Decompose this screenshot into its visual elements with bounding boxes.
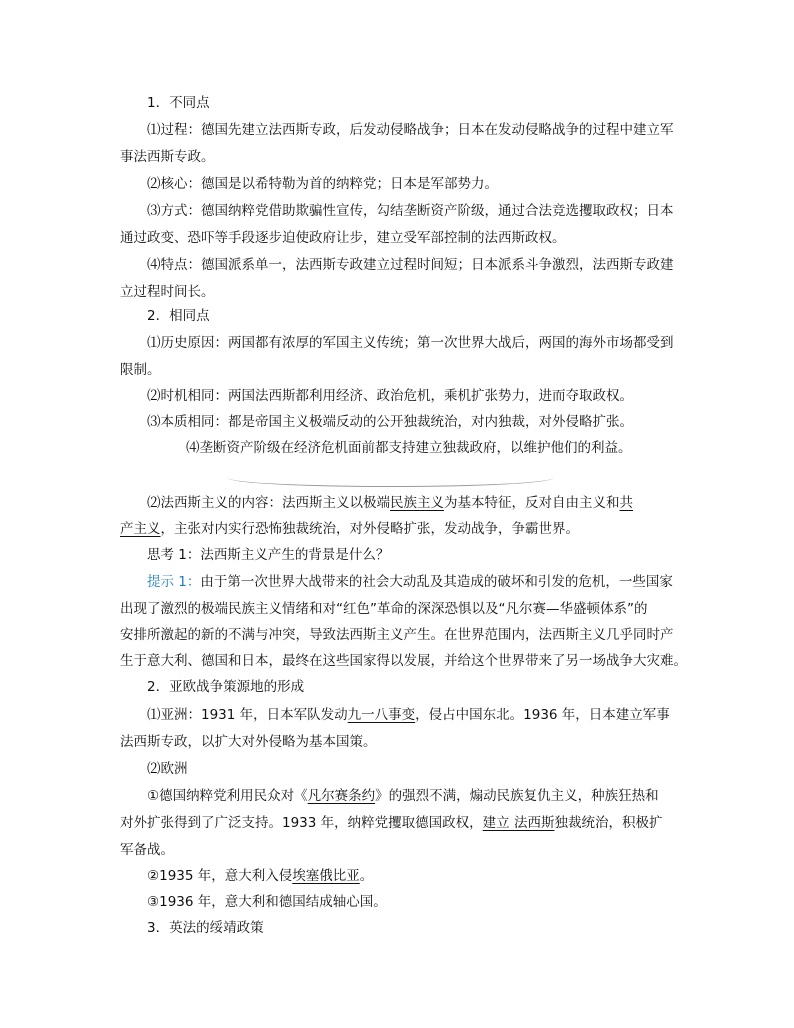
paragraph-fascism-content-cont: 产主义，主张对内实行恐怖独裁统治，对外侵略扩张，发动战争，争霸世界。 [120, 521, 579, 537]
paragraph-germany: ①德国纳粹党利用民众对《凡尔赛条约》的强烈不满，煽动民族复仇主义，种族狂热和 [147, 788, 659, 804]
hint-label: 提示 1： [147, 574, 201, 590]
paragraph: ⑵时机相同：两国法西斯都利用经济、政治危机，乘机扩张势力，进而夺取政权。 [147, 388, 633, 404]
paragraph: ③1936 年，意大利和德国结成轴心国。 [147, 894, 387, 910]
paragraph: ⑵核心：德国是以希特勒为首的纳粹党；日本是军部势力。 [147, 176, 498, 192]
paragraph: ⑶方式：德国纳粹党借助欺骗性宣传，勾结垄断资产阶级，通过合法竞选攫取政权；日本 [147, 203, 674, 219]
paragraph: 安排所激起的新的不满与冲突，导致法西斯主义产生。在世界范围内，法西斯主义几乎同时产 [120, 627, 674, 643]
paragraph: 事法西斯专政。 [120, 149, 215, 165]
section-divider [228, 478, 553, 487]
fill-blank: 共 [619, 495, 633, 511]
paragraph-fascism-content: ⑵法西斯主义的内容：法西斯主义以极端民族主义为基本特征，反对自由主义和共 [147, 495, 633, 511]
heading-differences: 1．不同点 [147, 95, 210, 111]
paragraph: 出现了激烈的极端民族主义情绪和对“红色”革命的深深恐惧以及“凡尔赛—华盛顿体系”的 [120, 601, 648, 617]
paragraph: 法西斯专政，以扩大对外侵略为基本国策。 [120, 734, 377, 750]
paragraph: 限制。 [120, 362, 161, 378]
heading-appeasement: 3．英法的绥靖政策 [147, 920, 264, 936]
paragraph: ⑷特点：德国派系单一，法西斯专政建立过程时间短；日本派系斗争激烈，法西斯专政建 [147, 257, 674, 273]
paragraph: 通过政变、恐吓等手段逐步迫使政府让步，建立受军部控制的法西斯政权。 [120, 230, 566, 246]
heading-war-sources: 2．亚欧战争策源地的形成 [147, 679, 305, 695]
paragraph: ⑷垄断资产阶级在经济危机面前都支持建立独裁政府，以维护他们的利益。 [186, 440, 632, 456]
fill-blank: 九一八事变 [347, 707, 416, 723]
paragraph: 军备战。 [120, 842, 174, 858]
paragraph: 立过程时间长。 [120, 284, 215, 300]
paragraph: ⑴历史原因：两国都有浓厚的军国主义传统；第一次世界大战后，两国的海外市场都受到 [147, 335, 674, 351]
think-question: 思考 1：法西斯主义产生的背景是什么？ [147, 547, 390, 563]
fill-blank: 建立 法西斯 [482, 815, 555, 831]
fill-blank: 埃塞俄比亚 [292, 868, 360, 884]
paragraph-germany-cont: 对外扩张得到了广泛支持。1933 年，纳粹党攫取德国政权，建立 法西斯独裁统治，积极扩 [120, 815, 663, 831]
paragraph-italy: ②1935 年，意大利入侵埃塞俄比亚。 [147, 868, 374, 884]
paragraph-asia: ⑴亚洲：1931 年，日本军队发动九一八事变，侵占中国东北。1936 年，日本建立军事 [147, 707, 670, 723]
fill-blank: 民族主义 [390, 495, 444, 511]
heading-similarities: 2．相同点 [147, 308, 210, 324]
paragraph: ⑴过程：德国先建立法西斯专政，后发动侵略战争；日本在发动侵略战争的过程中建立军 [147, 122, 674, 138]
hint-paragraph: 提示 1：由于第一次世界大战带来的社会大动乱及其造成的破坏和引发的危机，一些国家 [147, 574, 673, 590]
fill-blank: 产主义 [120, 521, 161, 537]
paragraph: 生于意大利、德国和日本，最终在这些国家得以发展，并给这个世界带来了另一场战争大灾难。 [120, 653, 687, 669]
fill-blank: 凡尔赛条约 [307, 788, 376, 804]
paragraph: ⑶本质相同：都是帝国主义极端反动的公开独裁统治，对内独裁，对外侵略扩张。 [147, 414, 633, 430]
heading-europe: ⑵欧洲 [147, 761, 188, 777]
